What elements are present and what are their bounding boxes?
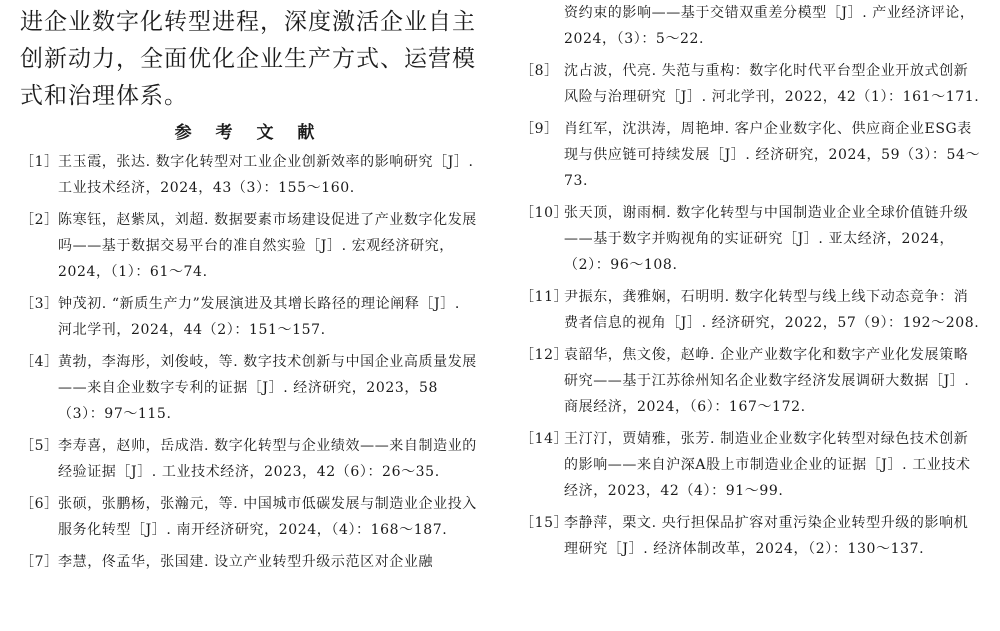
- reference-item: [520, 510, 982, 562]
- reference-text: 资约束的影响——基于交错双重差分模型［J］. 产业经济评论，2024，（3）：5～22.: [564, 5, 975, 47]
- reference-text: 王玉霞，张达. 数字化转型对工业企业创新效率的影响研究［J］. 工业技术经济，2024，43（3）：155～160.: [58, 154, 474, 196]
- reference-item: [520, 200, 982, 278]
- reference-text: 王汀汀，贾婧雅，张芳. 制造业企业数字化转型对绿色技术创新的影响——来自沪深A股上市制造业企业的证据［J］. 工业技术经济，2023，42（4）：91～99.: [564, 431, 971, 499]
- reference-text: 张天顶，谢雨桐. 数字化转型与中国制造业企业全球价值链升级——基于数字并购视角的实证研究［J］. 亚太经济，2024，（2）：96～108.: [564, 205, 969, 273]
- reference-item: [520, 116, 982, 194]
- left-column: [20, 0, 478, 581]
- reference-number: ［6］: [20, 496, 59, 512]
- reference-item: [20, 207, 478, 285]
- references-heading: 参 考 文 献: [174, 123, 324, 143]
- reference-text: 张硕，张鹏杨，张瀚元，等. 中国城市低碳发展与制造业企业投入服务化转型［J］. 南开经济研究，2024，（4）：168～187.: [58, 496, 477, 538]
- reference-item: [20, 433, 478, 485]
- reference-item: [520, 342, 982, 420]
- reference-text: 钟茂初. “新质生产力”发展演进及其增长路径的理论阐释［J］. 河北学刊，2024，44（2）：151～157.: [58, 296, 460, 338]
- reference-item: [20, 491, 478, 543]
- reference-number: ［8］: [520, 63, 559, 79]
- reference-item: [20, 149, 478, 201]
- reference-item: [520, 426, 982, 504]
- reference-number: ［4］: [20, 354, 59, 370]
- reference-continuation: [520, 0, 982, 52]
- reference-item: [20, 549, 478, 575]
- reference-number: ［11］: [520, 289, 569, 305]
- reference-item: [520, 58, 982, 110]
- reference-text: 李慧，佟孟华，张国建. 设立产业转型升级示范区对企业融: [58, 554, 434, 570]
- reference-number: ［7］: [20, 554, 59, 570]
- body-paragraph-tail: 进企业数字化转型进程，深度激活企业自主创新动力，全面优化企业生产方式、运营模式和治理体系。: [20, 9, 476, 109]
- reference-number: ［3］: [20, 296, 59, 312]
- reference-text: 沈占波，代亮. 失范与重构：数字化时代平台型企业开放式创新风险与治理研究［J］. 河北学刊，2022，42（1）：161～171.: [564, 63, 980, 105]
- reference-text: 肖红军，沈洪涛，周艳坤. 客户企业数字化、供应商企业ESG表现与供应链可持续发展［J］. 经济研究，2024，59（3）：54～73.: [564, 121, 981, 189]
- reference-number: ［5］: [20, 438, 59, 454]
- reference-text: 黄勃，李海彤，刘俊岐，等. 数字技术创新与中国企业高质量发展——来自企业数字专利的证据［J］. 经济研究，2023，58（3）：97～115.: [58, 354, 477, 422]
- reference-item: [20, 291, 478, 343]
- reference-number: ［9］: [520, 121, 559, 137]
- reference-text: 袁韶华，焦文俊，赵峥. 企业产业数字化和数字产业化发展策略研究——基于江苏徐州知名企业数字经济发展调研大数据［J］. 商展经济，2024，（6）：167～172.: [564, 347, 970, 415]
- reference-number: ［14］: [520, 431, 569, 447]
- reference-text: 尹振东，龚雅娴，石明明. 数字化转型与线上线下动态竞争：消费者信息的视角［J］. 经济研究，2022，57（9）：192～208.: [564, 289, 980, 331]
- reference-number: ［10］: [520, 205, 569, 221]
- reference-number: ［2］: [20, 212, 59, 228]
- reference-text: 陈寒钰，赵紫凤，刘超. 数据要素市场建设促进了产业数字化发展吗——基于数据交易平台的准自然实验［J］. 宏观经济研究，2024，（1）：61～74.: [58, 212, 477, 280]
- reference-number: ［12］: [520, 347, 569, 363]
- right-column: [520, 0, 982, 568]
- reference-number: ［1］: [20, 154, 59, 170]
- reference-text: 李寿喜，赵帅，岳成浩. 数字化转型与企业绩效——来自制造业的经验证据［J］. 工业技术经济，2023，42（6）：26～35.: [58, 438, 477, 480]
- reference-item: [520, 284, 982, 336]
- reference-number: ［15］: [520, 515, 569, 531]
- reference-item: [20, 349, 478, 427]
- reference-text: 李静萍，栗文. 央行担保品扩容对重污染企业转型升级的影响机理研究［J］. 经济体制改革，2024，（2）：130～137.: [564, 515, 969, 557]
